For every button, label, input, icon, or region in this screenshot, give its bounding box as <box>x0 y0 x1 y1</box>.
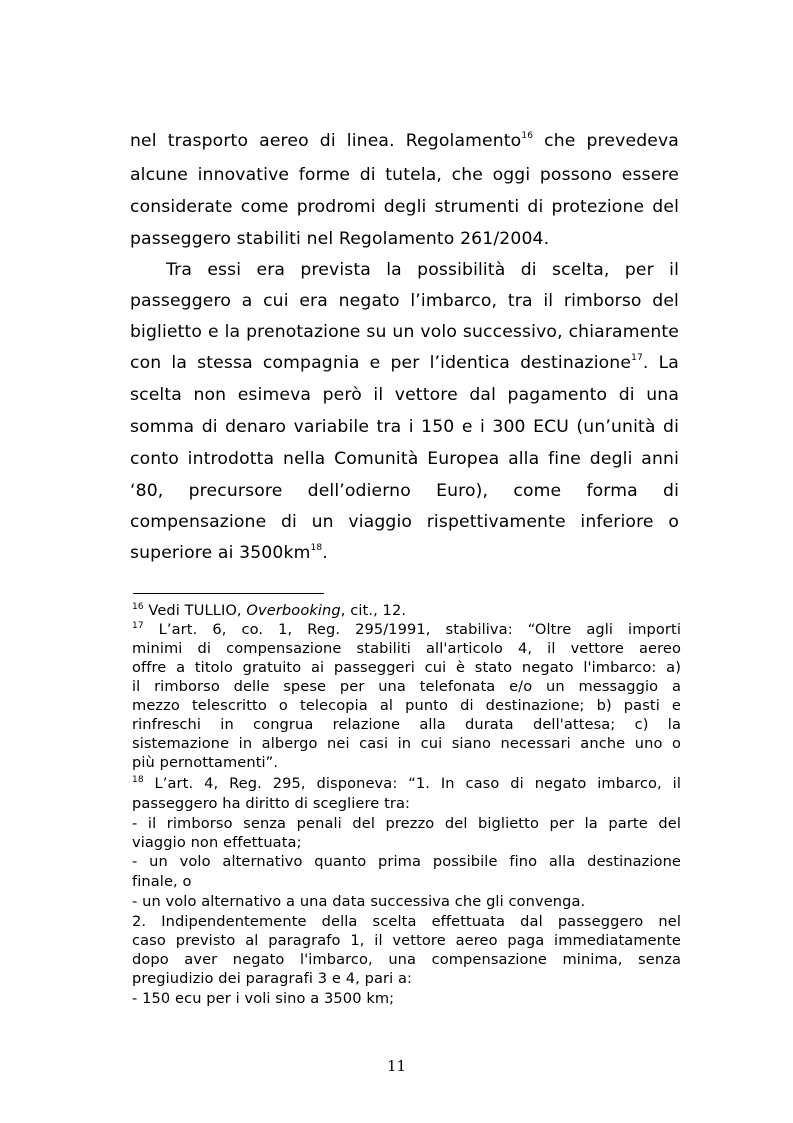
text-run: - un volo alternativo quanto prima possibile fino alla destinazione <box>132 853 681 870</box>
footnote-line <box>132 795 681 812</box>
footnote-marker: 18 <box>132 775 144 785</box>
text-run: passeggero stabiliti nel Regolamento 261/2004. <box>130 229 550 249</box>
text-run: con la stessa compagnia e per l’identica destinazione <box>130 353 632 373</box>
text-run: considerate come prodromi degli strumenti di protezione del <box>130 197 679 217</box>
text-run: passeggero ha diritto di scegliere tra: <box>132 795 411 812</box>
text-run: compensazione di un viaggio rispettivamente inferiore o <box>130 512 679 532</box>
body-line <box>130 353 679 373</box>
body-line <box>166 260 679 280</box>
footnote-line <box>132 640 681 657</box>
body-line <box>130 131 679 151</box>
text-run: biglietto e la prenotazione su un volo successivo, chiaramente <box>130 322 679 342</box>
footnote-line <box>132 602 681 619</box>
page-number: 11 <box>386 1057 407 1075</box>
footnote-line <box>132 754 681 771</box>
body-line <box>130 449 679 469</box>
text-run: che prevedeva <box>533 131 679 151</box>
text-run: conto introdotta nella Comunità Europea alla fine degli anni <box>130 449 679 469</box>
text-run: - il rimborso senza penali del prezzo del biglietto per la parte del <box>132 815 681 832</box>
footnote-line <box>132 716 681 733</box>
footnote-line <box>132 621 681 638</box>
text-run: minimi di compensazione stabiliti all'articolo 4, il vettore aereo <box>132 640 681 657</box>
footnote-marker: 16 <box>521 131 534 141</box>
text-run: somma di denaro variabile tra i 150 e i 300 ECU (un’unità di <box>130 417 679 437</box>
text-run: scelta non esimeva però il vettore dal pagamento di una <box>130 385 679 405</box>
text-run: - 150 ecu per i voli sino a 3500 km; <box>132 990 395 1007</box>
footnote-line <box>132 697 681 714</box>
footnote-line <box>132 990 681 1007</box>
text-run: alcune innovative forme di tutela, che oggi possono essere <box>130 165 679 185</box>
footnote-separator <box>133 593 324 594</box>
text-run: il rimborso delle spese per una telefonata e/o un messaggio a <box>132 678 681 695</box>
text-run: ‘80, precursore dell’odierno Euro), come forma di <box>130 481 679 501</box>
text-run: . La <box>642 353 679 373</box>
text-run: mezzo telescritto o telecopia al punto di destinazione; b) pasti e <box>132 697 681 714</box>
body-line <box>130 512 679 532</box>
text-run: caso previsto al paragrafo 1, il vettore aereo paga immediatamente <box>132 932 681 949</box>
italic-text: Overbooking <box>246 602 341 619</box>
text-run: viaggio non effettuata; <box>132 834 302 851</box>
footnote-marker: 18 <box>310 543 323 553</box>
text-run: nel trasporto aereo di linea. Regolamento <box>130 131 522 151</box>
text-run: superiore ai 3500km <box>130 543 311 563</box>
text-run: L’art. 6, co. 1, Reg. 295/1991, stabiliva: “Oltre agli importi <box>143 621 681 638</box>
footnote-line <box>132 853 681 870</box>
text-run: più pernottamenti”. <box>132 754 279 771</box>
text-run: 2. Indipendentemente della scelta effettuata dal passeggero nel <box>132 913 681 930</box>
footnote-line <box>132 893 681 910</box>
body-line <box>130 417 679 437</box>
text-run: L’art. 4, Reg. 295, disponeva: “1. In caso di negato imbarco, il <box>143 775 681 792</box>
footnote-line <box>132 659 681 676</box>
text-run: - un volo alternativo a una data successiva che gli convenga. <box>132 893 586 910</box>
text-run: rinfreschi in congrua relazione alla durata dell'attesa; c) la <box>132 716 681 733</box>
footnote-marker: 17 <box>132 621 144 631</box>
footnote-line <box>132 913 681 930</box>
footnote-line <box>132 873 681 890</box>
text-run: sistemazione in albergo nei casi in cui siano necessari anche uno o <box>132 735 681 752</box>
text-run: Vedi TULLIO, <box>143 602 247 619</box>
footnote-line <box>132 970 681 987</box>
body-line <box>130 543 679 563</box>
body-line <box>130 322 679 342</box>
body-line <box>130 481 679 501</box>
footnote-line <box>132 815 681 832</box>
footnote-line <box>132 932 681 949</box>
body-line <box>130 197 679 217</box>
footnote-marker: 17 <box>631 353 643 363</box>
body-line <box>130 291 679 311</box>
text-run: . <box>322 543 328 563</box>
body-line <box>130 165 679 185</box>
text-run: Tra essi era prevista la possibilità di scelta, per il <box>166 260 679 280</box>
footnote-marker: 16 <box>132 602 144 612</box>
text-run: finale, o <box>132 873 192 890</box>
footnote-line <box>132 735 681 752</box>
body-line <box>130 229 679 249</box>
footnote-line <box>132 834 681 851</box>
footnote-line <box>132 951 681 968</box>
text-run: passeggero a cui era negato l’imbarco, tra il rimborso del <box>130 291 679 311</box>
text-run: offre a titolo gratuito ai passeggeri cui è stato negato l'imbarco: a) <box>132 659 681 676</box>
text-run: pregiudizio dei paragrafi 3 e 4, pari a: <box>132 970 413 987</box>
text-run: , cit., 12. <box>340 602 407 619</box>
footnote-line <box>132 678 681 695</box>
footnote-line <box>132 775 681 792</box>
body-line <box>130 385 679 405</box>
text-run: dopo aver negato l'imbarco, una compensazione minima, senza <box>132 951 681 968</box>
